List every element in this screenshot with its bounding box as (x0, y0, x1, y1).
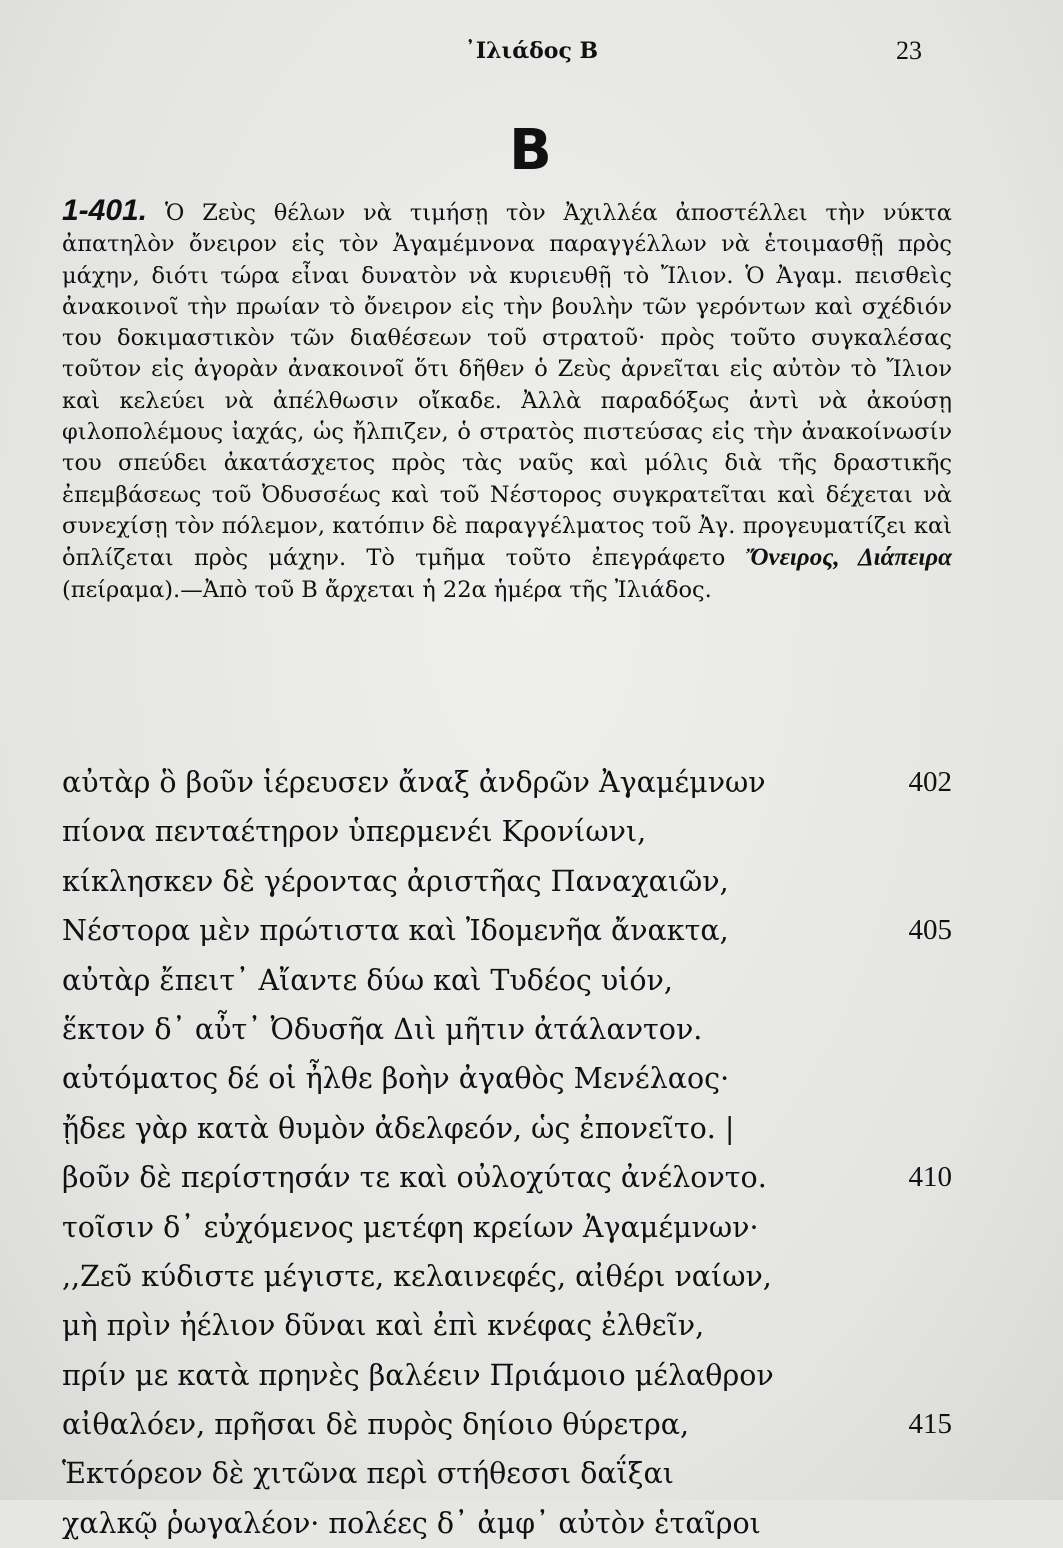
verse-line (62, 906, 952, 955)
verse-line (62, 1351, 952, 1400)
verse-line (62, 1005, 952, 1054)
verse-line (62, 956, 952, 1005)
summary-text-part1: Ὁ Ζεὺς θέλων νὰ τιμήσῃ τὸν Ἀχιλλέα ἀποστέλλει τὴν νύκτα ἀπατηλὸν ὄνειρον εἰς τὸν Ἀγαμέμνονα παραγγέλλων νὰ ἑτοιμασθῇ πρὸς μάχην, διότι τώρα εἶναι δυνατὸν νὰ κυριευθῇ τὸ Ἴλιον. Ὁ Ἀγαμ. πεισθεὶς ἀνακοινοῖ τὴν πρωίαν τὸ ὄνειρον εἰς τὴν βουλὴν τῶν γερόντων καὶ σχέδιόν του δοκιμαστικὸν τῶν διαθέσεων τοῦ στρατοῦ· πρὸς τοῦτο συγκαλέσας τοῦτον εἰς ἀγορὰν ἀνακοινοῖ ὅτι δῆθεν ὁ Ζεὺς ἀρνεῖται εἰς αὐτὸν τὸ Ἴλιον καὶ κελεύει νὰ ἀπέλθωσιν οἴκαδε. Ἀλλὰ παραδόξως ἀντὶ νὰ ἀκούσῃ φιλοπολέμους ἰαχάς, ὡς ἤλπιζεν, ὁ στρατὸς πιστεύσας εἰς τὴν ἀνακοίνωσίν του σπεύδει ἀκατάσχετος πρὸς τὰς ναῦς καὶ μόλις διὰ τῆς δραστικῆς ἐπεμβάσεως τοῦ Ὀδυσσέως καὶ τοῦ Νέστορος συγκρατεῖται καὶ δέχεται νὰ συνεχίσῃ τὸν πόλεμον, κατόπιν δὲ παραγγέλματος τοῦ Ἀγ. προγευματίζει καὶ ὁπλίζεται πρὸς μάχην. Τὸ τμῆμα τοῦτο ἐπεγράφετο (62, 200, 952, 572)
verse-number: 402 (908, 766, 952, 798)
verse-text: χαλκῷ ῥωγαλέον· πολέες δ᾿ ἀμφ᾿ αὐτὸν ἑταῖροι (62, 1506, 761, 1540)
section-summary (62, 195, 952, 606)
verse-line (62, 1400, 952, 1449)
verse-text: αὐτὰρ ἔπειτ᾿ Αἴαντε δύω καὶ Τυδέος υἱόν, (62, 963, 673, 997)
verse-line (62, 1054, 952, 1103)
verse-text: ἕκτον δ᾿ αὖτ᾿ Ὀδυσῆα Διὶ μῆτιν ἀτάλαντον. (62, 1012, 703, 1046)
verse-text: μὴ πρὶν ἠέλιον δῦναι καὶ ἐπὶ κνέφας ἐλθεῖν, (62, 1309, 705, 1343)
verse-text: πρίν με κατὰ πρηνὲς βαλέειν Πριάμοιο μέλαθρον (62, 1358, 774, 1392)
verse-block (62, 758, 952, 1548)
verse-line (62, 1252, 952, 1301)
verse-text: κίκλησκεν δὲ γέροντας ἀριστῆας Παναχαιῶν, (62, 864, 729, 898)
verse-text: βοῦν δὲ περίστησάν τε καὶ οὐλοχύτας ἀνέλοντο. (62, 1161, 767, 1195)
verse-line (62, 1153, 952, 1202)
summary-line-range: 1-401. (62, 194, 148, 227)
page-number: 23 (896, 36, 922, 65)
verse-line (62, 1104, 952, 1153)
verse-number: 405 (908, 914, 952, 947)
verse-line (62, 1449, 952, 1498)
verse-text: πίονα πενταέτηρον ὑπερμενέι Κρονίωνι, (62, 815, 647, 849)
summary-title-italic: Ὄνειρος, Διάπειρα (745, 544, 952, 572)
verse-line (62, 1499, 952, 1548)
verse-text: Νέστορα μὲν πρώτιστα καὶ Ἰδομενῆα ἄνακτα, (62, 914, 729, 948)
verse-line (62, 758, 952, 807)
verse-text: ,,Ζεῦ κύδιστε μέγιστε, κελαινεφές, αἰθέρι ναίων, (62, 1259, 772, 1293)
verse-text: αἰθαλόεν, πρῆσαι δὲ πυρὸς δηίοιο θύρετρα, (62, 1408, 690, 1442)
verse-number: 415 (908, 1408, 952, 1441)
verse-text: αὐτὰρ ὃ βοῦν ἱέρευσεν ἄναξ ἀνδρῶν Ἀγαμέμνων (62, 766, 766, 799)
summary-text-part2: (πείραμα).—Ἀπὸ τοῦ Β ἄρχεται ἡ 22α ἡμέρα τῆς Ἰλιάδος. (62, 576, 712, 603)
verse-line (62, 857, 952, 906)
verse-line (62, 807, 952, 856)
verse-text: αὐτόματος δέ οἱ ἦλθε βοὴν ἀγαθὸς Μενέλαος· (62, 1062, 730, 1096)
verse-line (62, 1203, 952, 1252)
running-header-title: ᾿Ιλιάδος Β (464, 38, 599, 64)
verse-text: ᾔδεε γὰρ κατὰ θυμὸν ἀδελφεόν, ὡς ἐπονεῖτο. | (62, 1111, 735, 1145)
verse-number: 410 (908, 1161, 952, 1194)
verse-line (62, 1301, 952, 1350)
section-heading: Β (509, 118, 554, 183)
verse-text: τοῖσιν δ᾿ εὐχόμενος μετέφη κρείων Ἀγαμέμνων· (62, 1210, 759, 1244)
verse-text: Ἑκτόρεον δὲ χιτῶνα περὶ στήθεσσι δαΐξαι (62, 1457, 674, 1491)
